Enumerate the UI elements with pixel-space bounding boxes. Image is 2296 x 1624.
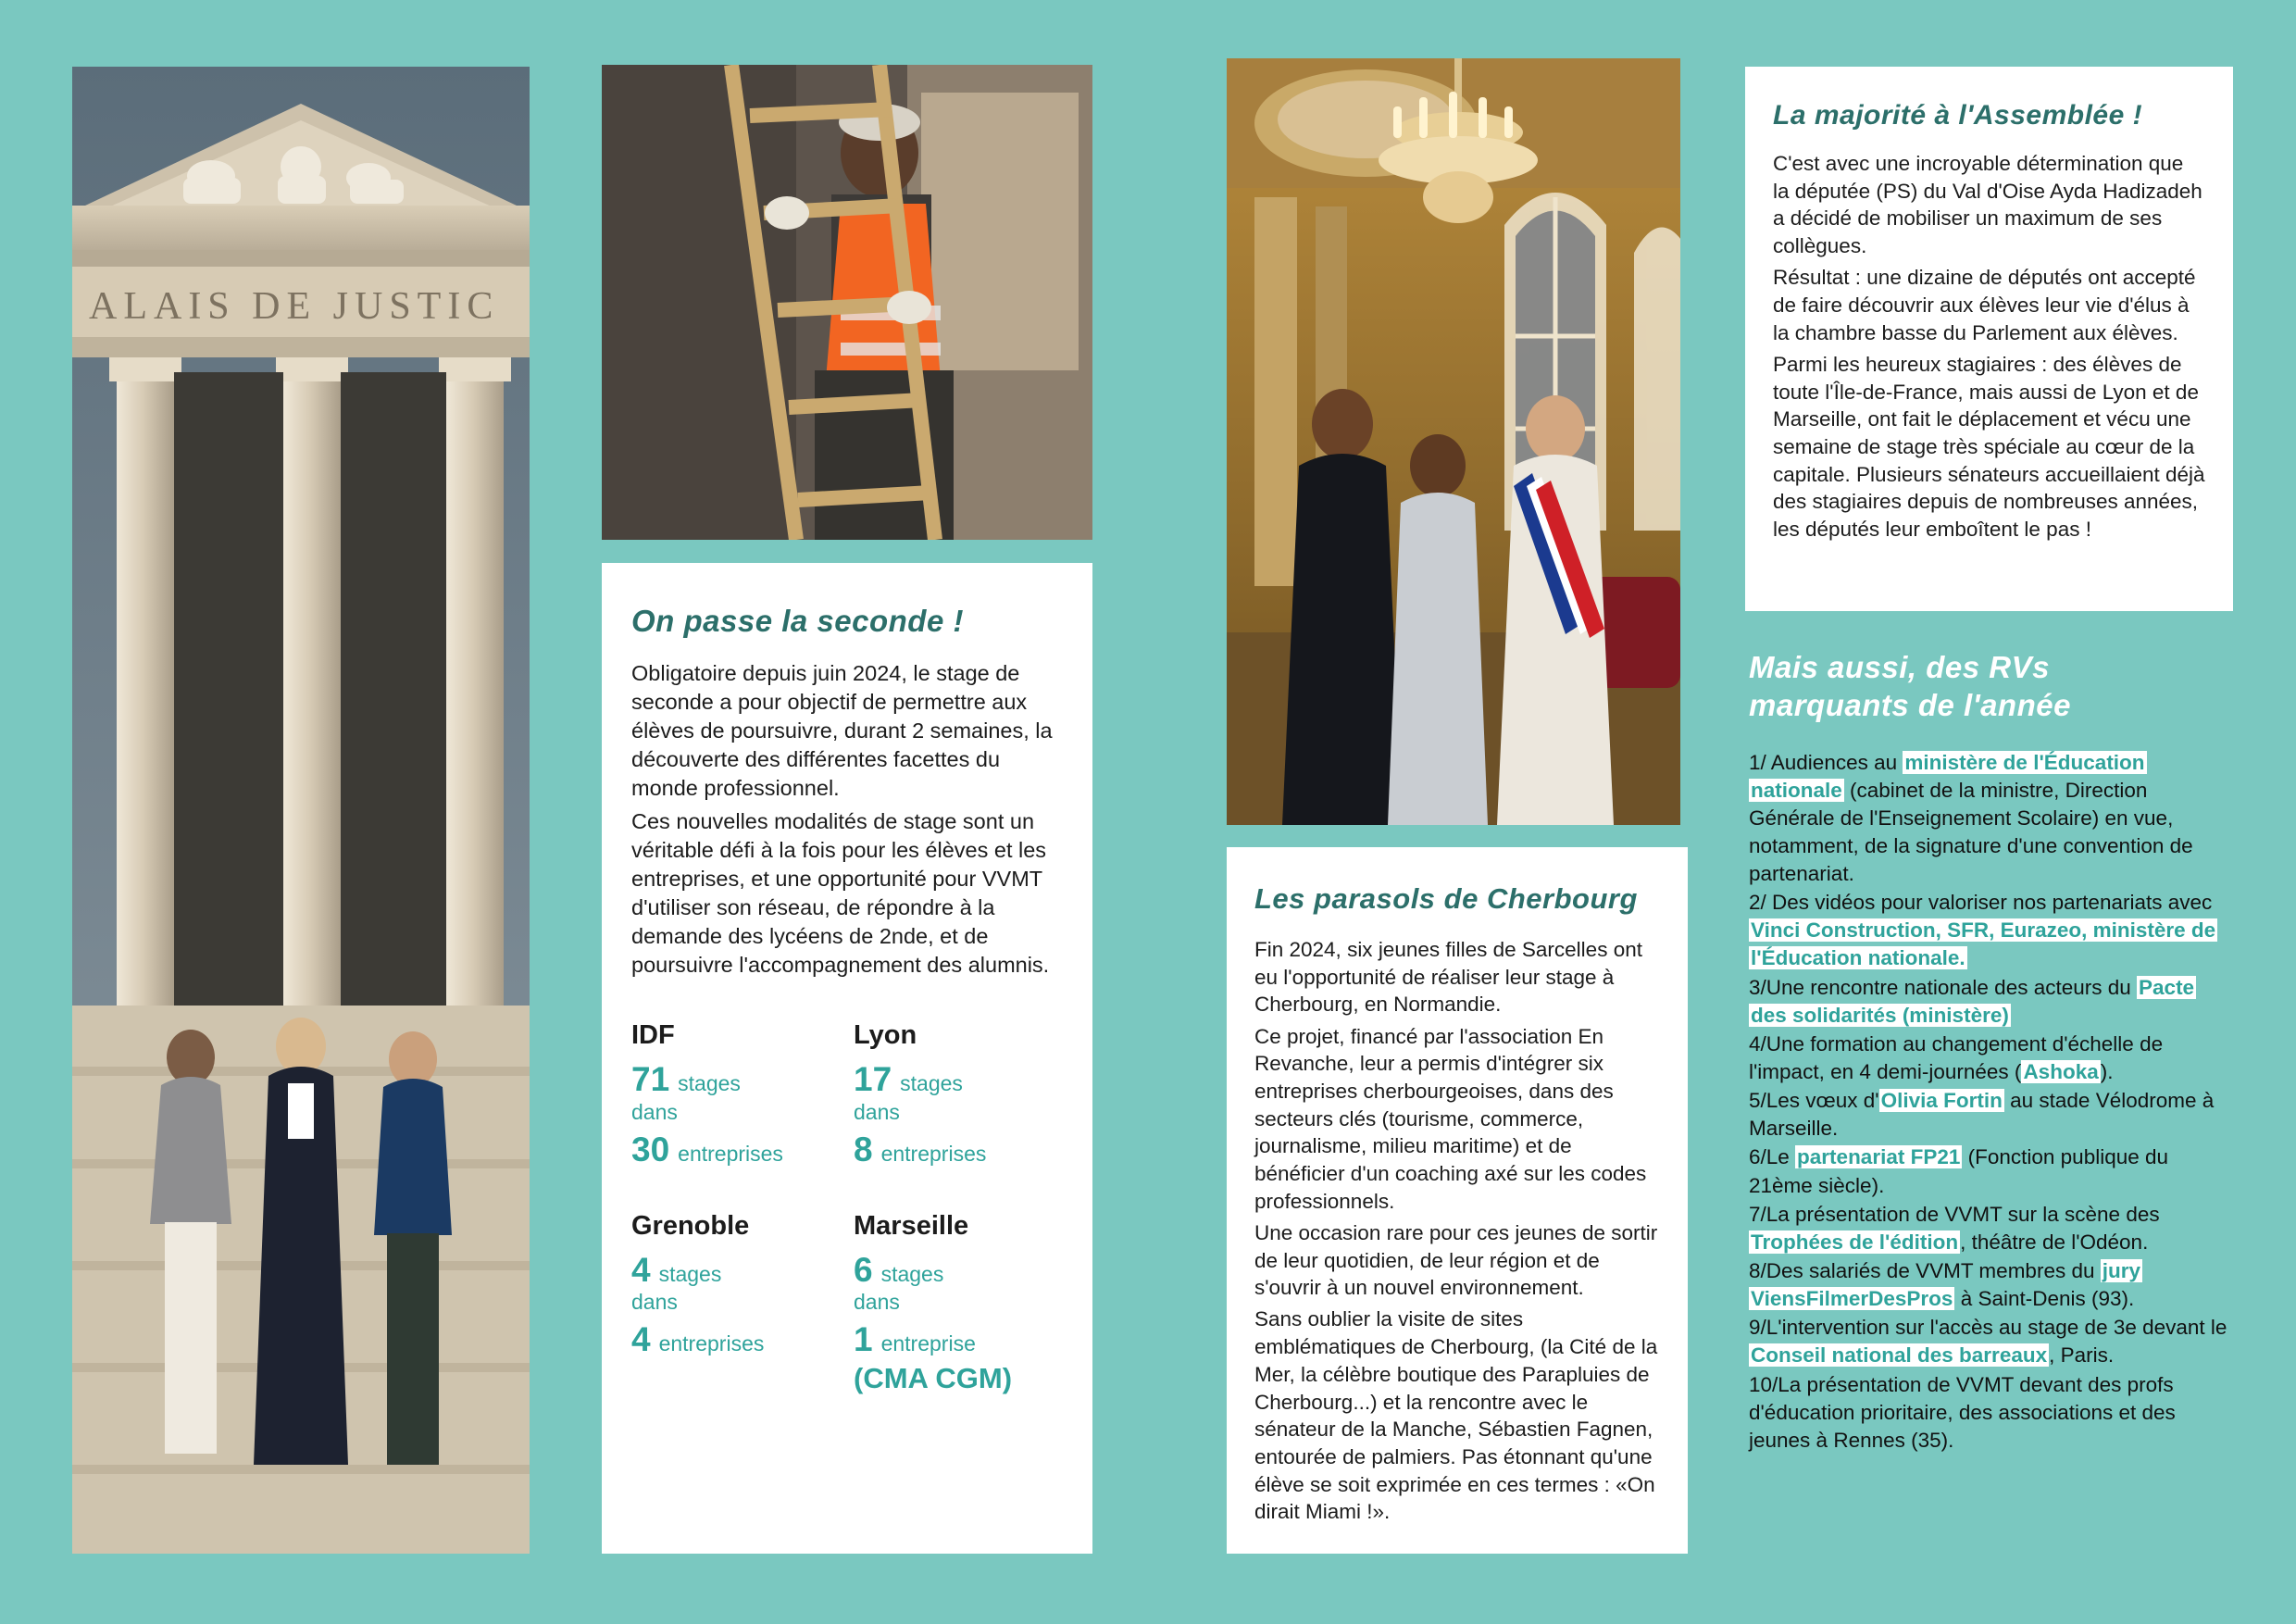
rv-number: 1/	[1749, 750, 1766, 774]
seconde-paragraph-2: Ces nouvelles modalités de stage sont un véritable défi à la fois pour les élèves et les entreprises, et une opportunité pour VVMT d'utiliser son réseau, de répondre à la demande des lycéens de 2nde, et de poursuivre l'accompagnement des alumnis.	[631, 808, 1050, 977]
rv-text-after: à Saint-Denis (93).	[1954, 1287, 2135, 1311]
stat-company-note: (CMA CGM)	[854, 1362, 1013, 1395]
rv-text-after: (cabinet de la ministre, Direction Générale de l'Enseignement Scolaire) en vue, notamment, de la signature d'une convention de partenariat.	[1749, 778, 2193, 886]
stats-grid	[631, 1020, 1065, 1395]
majorite-paragraph-3: Parmi les heureux stagiaires : des élèves de toute l'Île-de-France, mais aussi de Lyon et de Marseille, ont fait le déplacement et vécu une semaine de stage très spéciale au cœur de la capitale. Plusieurs sénateurs accueillaient déjà des stagiaires depuis de nombreuses années, les députés leur emboîtent le pas !	[1773, 352, 2205, 541]
stat-entreprises-line	[854, 1132, 1065, 1168]
majorite-body	[1773, 150, 2205, 543]
rv-text-after: ).	[2100, 1060, 2114, 1084]
rv-number: 9/	[1749, 1316, 1766, 1340]
stat-lyon	[854, 1020, 1065, 1170]
rv-text-before: Audiences au	[1766, 750, 1903, 774]
rv-highlight: jury ViensFilmerDesPros	[1751, 1259, 2140, 1311]
stat-entreprises-line	[631, 1132, 842, 1168]
card-majorite-assemblee	[1745, 67, 2233, 611]
cherbourg-body	[1254, 936, 1664, 1526]
cherbourg-paragraph-3: Une occasion rare pour ces jeunes de sortir de leur quotidien, de leur région et de s'ouvrir à un nouvel environnement.	[1254, 1220, 1658, 1300]
seconde-body	[631, 659, 1065, 980]
rv-text-before: La présentation de VVMT devant des profs d'éducation prioritaire, des associations et des jeunes à Rennes (35).	[1749, 1372, 2176, 1452]
seconde-title: On passe la seconde !	[631, 604, 964, 638]
rvs-list	[1749, 749, 2229, 1455]
stat-entreprises-line	[854, 1322, 1065, 1358]
stat-city-label: Marseille	[854, 1210, 969, 1241]
rv-highlight: Trophées de l'édition	[1751, 1230, 1959, 1254]
stat-city-label: IDF	[631, 1019, 675, 1050]
rv-number: 7/	[1749, 1202, 1766, 1226]
rv-item	[1749, 1031, 2229, 1086]
rv-number: 4/	[1749, 1031, 1766, 1056]
rv-text-after: au stade Vélodrome à Marseille.	[1749, 1089, 2215, 1141]
rv-text-before: Une formation au changement d'échelle de l'impact, en 4 demi-journées (	[1749, 1031, 2164, 1084]
rv-number: 10/	[1749, 1372, 1778, 1396]
majorite-title: La majorité à l'Assemblée !	[1773, 100, 2143, 131]
rv-text-after: , théâtre de l'Odéon.	[1960, 1230, 2149, 1254]
rv-highlight: Pacte des solidarités (ministère)	[1751, 975, 2195, 1027]
rv-highlight: Vinci Construction, SFR, Eurazeo, ministère de l'Éducation nationale.	[1751, 918, 2216, 970]
stat-entreprises-count: 8	[854, 1130, 873, 1168]
stat-entreprises-word: entreprise	[880, 1331, 976, 1356]
rv-item	[1749, 1314, 2229, 1369]
rv-text-before: La présentation de VVMT sur la scène des	[1766, 1202, 2160, 1226]
rv-item	[1749, 1201, 2229, 1256]
rv-text-after: (Fonction publique du 21ème siècle).	[1749, 1145, 2169, 1197]
photo-assemblee-nationale	[1227, 58, 1680, 825]
stat-idf	[631, 1020, 842, 1170]
rv-number: 6/	[1749, 1145, 1766, 1169]
seconde-paragraph-1: Obligatoire depuis juin 2024, le stage de seconde a pour objectif de permettre aux élèves de poursuivre, durant 2 semaines, la découverte des différentes facettes du monde professionnel.	[631, 661, 1053, 801]
rvs-title-line1: Mais aussi, des RVs	[1749, 650, 2050, 684]
cherbourg-paragraph-1: Fin 2024, six jeunes filles de Sarcelles ont eu l'opportunité de réaliser leur stage à Cherbourg, en Normandie.	[1254, 938, 1642, 1017]
rv-highlight: Olivia Fortin	[1880, 1089, 2003, 1113]
rv-number: 3/	[1749, 975, 1766, 999]
stat-entreprises-count: 1	[854, 1320, 873, 1359]
rv-highlight: Conseil national des barreaux	[1751, 1343, 2048, 1368]
stat-stages-line	[854, 1059, 1065, 1098]
stat-entreprises-count: 4	[631, 1320, 651, 1359]
majorite-paragraph-2: Résultat : une dizaine de députés ont accepté de faire découvrir aux élèves leur vie d'élus à la chambre basse du Parlement aux élèves.	[1773, 266, 2196, 344]
photo-jeune-echelle	[602, 65, 1092, 540]
rv-item	[1749, 889, 2229, 972]
stat-grenoble	[631, 1211, 842, 1396]
rv-highlight: partenariat FP21	[1797, 1145, 1961, 1169]
rv-text-before: Les vœux d'	[1766, 1089, 1879, 1113]
stat-stages-line	[631, 1250, 842, 1289]
rv-number: 8/	[1749, 1259, 1766, 1283]
stat-dans-word: dans	[854, 1290, 900, 1315]
stat-entreprises-word: entreprises	[880, 1141, 987, 1166]
stat-stages-word: stages	[678, 1070, 741, 1095]
stat-entreprises-line	[631, 1322, 842, 1358]
rv-item	[1749, 1371, 2229, 1455]
section-rvs-marquants	[1745, 648, 2233, 1555]
rv-text-after: , Paris.	[2049, 1343, 2115, 1368]
stat-city-label: Lyon	[854, 1019, 917, 1050]
stat-stages-word: stages	[880, 1261, 944, 1286]
stat-entreprises-word: entreprises	[658, 1331, 765, 1356]
stat-stages-count: 4	[631, 1250, 651, 1289]
stat-stages-count: 6	[854, 1250, 873, 1289]
stat-stages-line	[631, 1059, 842, 1098]
rv-number: 2/	[1749, 891, 1766, 915]
rvs-title	[1749, 648, 2229, 725]
rv-item	[1749, 1087, 2229, 1143]
cherbourg-paragraph-2: Ce projet, financé par l'association En Revanche, leur a permis d'intégrer six entreprises cherbourgeoises, dans des secteurs clés (tourisme, commerce, journalisme, milieu maritime) et de bénéficier d'un coaching axé sur les codes professionnels.	[1254, 1024, 1647, 1213]
stat-marseille	[854, 1211, 1065, 1396]
card-on-passe-la-seconde	[602, 563, 1092, 1554]
stat-city-label: Grenoble	[631, 1210, 750, 1241]
stat-stages-count: 71	[631, 1059, 670, 1098]
stat-stages-count: 17	[854, 1059, 892, 1098]
rv-number: 5/	[1749, 1089, 1766, 1113]
rvs-title-line2: marquants de l'année	[1749, 688, 2071, 723]
rv-highlight: ministère de l'Éducation nationale	[1751, 750, 2145, 802]
stat-entreprises-count: 30	[631, 1130, 670, 1168]
rv-item	[1749, 974, 2229, 1030]
photo-palais-de-justice	[72, 67, 530, 1554]
cherbourg-title: Les parasols de Cherbourg	[1254, 882, 1638, 915]
rv-item	[1749, 1143, 2229, 1199]
majorite-paragraph-1: C'est avec une incroyable détermination que la députée (PS) du Val d'Oise Ayda Hadizadeh a décidé de mobiliser un maximum de ses collègues.	[1773, 152, 2202, 258]
stat-dans-word: dans	[631, 1290, 678, 1315]
rv-item	[1749, 749, 2229, 889]
rv-text-before: Le	[1766, 1145, 1796, 1169]
cherbourg-paragraph-4: Sans oublier la visite de sites emblématiques de Cherbourg, (la Cité de la Mer, la célèbre boutique des Parapluies de Cherbourg...) et la rencontre avec le sénateur de la Manche, Sébastien Fagnen, entourée de palmiers. Pas étonnant qu'une élève se soit exprimée en ces termes : «On dirait Miami !».	[1254, 1307, 1658, 1524]
stat-dans-word: dans	[631, 1099, 678, 1124]
svg-text:ALAIS DE JUSTIC: ALAIS DE JUSTIC	[89, 285, 500, 328]
rv-text-before: L'intervention sur l'accès au stage de 3e devant le	[1766, 1316, 2227, 1340]
stat-stages-word: stages	[900, 1070, 963, 1095]
rv-text-before: Une rencontre nationale des acteurs du	[1766, 975, 2138, 999]
stat-stages-line	[854, 1250, 1065, 1289]
stat-dans-word: dans	[854, 1099, 900, 1124]
rv-highlight: Ashoka	[2023, 1060, 2099, 1084]
rv-text-before: Des salariés de VVMT membres du	[1766, 1259, 2101, 1283]
stat-stages-word: stages	[658, 1261, 722, 1286]
stat-entreprises-word: entreprises	[678, 1141, 783, 1166]
rv-text-before: Des vidéos pour valoriser nos partenariats avec	[1766, 891, 2213, 915]
rv-item	[1749, 1257, 2229, 1313]
card-parasols-de-cherbourg	[1227, 847, 1688, 1554]
